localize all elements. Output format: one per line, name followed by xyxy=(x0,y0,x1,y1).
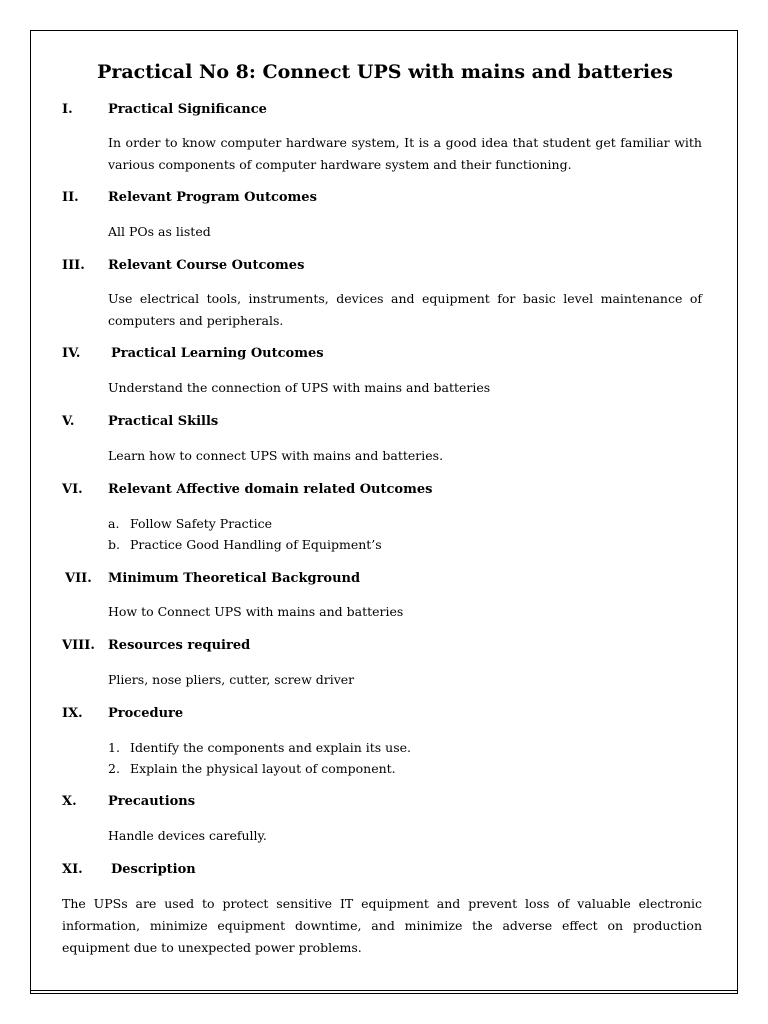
section-number: I. xyxy=(62,102,73,117)
section-text: How to Connect UPS with mains and batteries xyxy=(108,604,404,619)
list-item-text: Follow Safety Practice xyxy=(130,516,273,531)
list-item-text: Practice Good Handling of Equipment’s xyxy=(130,537,382,552)
section-number: V. xyxy=(62,414,75,429)
list-item xyxy=(108,514,272,534)
section-heading: Practical Significance xyxy=(108,102,267,117)
section-number: II. xyxy=(62,190,79,205)
section-text: All POs as listed xyxy=(108,224,211,239)
section-number: III. xyxy=(62,258,85,273)
list-marker: 2. xyxy=(108,761,120,776)
section-heading: Precautions xyxy=(108,794,196,809)
section-heading: Relevant Course Outcomes xyxy=(108,258,305,273)
description-paragraph: The UPSs are used to protect sensitive IT equipment and prevent loss of valuable electronic information, minimize equipment downtime, and minimize the adverse effect on production equipment due to unexpected power problems. xyxy=(62,896,702,955)
list-item xyxy=(108,535,382,555)
section-heading: Description xyxy=(111,862,196,877)
section-heading: Minimum Theoretical Background xyxy=(108,571,361,586)
section-heading: Resources required xyxy=(108,638,251,653)
list-item-text: Identify the components and explain its use. xyxy=(130,740,411,755)
section-heading: Procedure xyxy=(108,706,184,721)
section-number: VII. xyxy=(65,571,92,586)
section-text: Use electrical tools, instruments, devices and equipment for basic level maintenance of computers and peripherals. xyxy=(108,291,702,328)
section-number: XI. xyxy=(62,862,83,877)
list-marker: b. xyxy=(108,537,120,552)
section-heading: Practical Skills xyxy=(108,414,219,429)
section-heading: Practical Learning Outcomes xyxy=(111,346,324,361)
list-marker: a. xyxy=(108,516,120,531)
page-border xyxy=(30,30,738,994)
section-number: VI. xyxy=(62,482,83,497)
section-text: In order to know computer hardware system, It is a good idea that student get familiar with various components of computer hardware system and their functioning. xyxy=(108,135,702,172)
section-number: IV. xyxy=(62,346,81,361)
section-number: VIII. xyxy=(62,638,95,653)
section-heading: Relevant Program Outcomes xyxy=(108,190,317,205)
section-text: Learn how to connect UPS with mains and batteries. xyxy=(108,448,444,463)
page-title: Practical No 8: Connect UPS with mains and batteries xyxy=(97,61,673,83)
section-text: Handle devices carefully. xyxy=(108,828,267,843)
section-text: Understand the connection of UPS with mains and batteries xyxy=(108,380,491,395)
section-text: Pliers, nose pliers, cutter, screw driver xyxy=(108,672,355,687)
list-item xyxy=(108,759,396,779)
list-item xyxy=(108,738,411,758)
section-number: X. xyxy=(62,794,77,809)
section-number: IX. xyxy=(62,706,83,721)
list-marker: 1. xyxy=(108,740,120,755)
list-item-text: Explain the physical layout of component. xyxy=(130,761,396,776)
section-heading: Relevant Affective domain related Outcomes xyxy=(108,482,433,497)
